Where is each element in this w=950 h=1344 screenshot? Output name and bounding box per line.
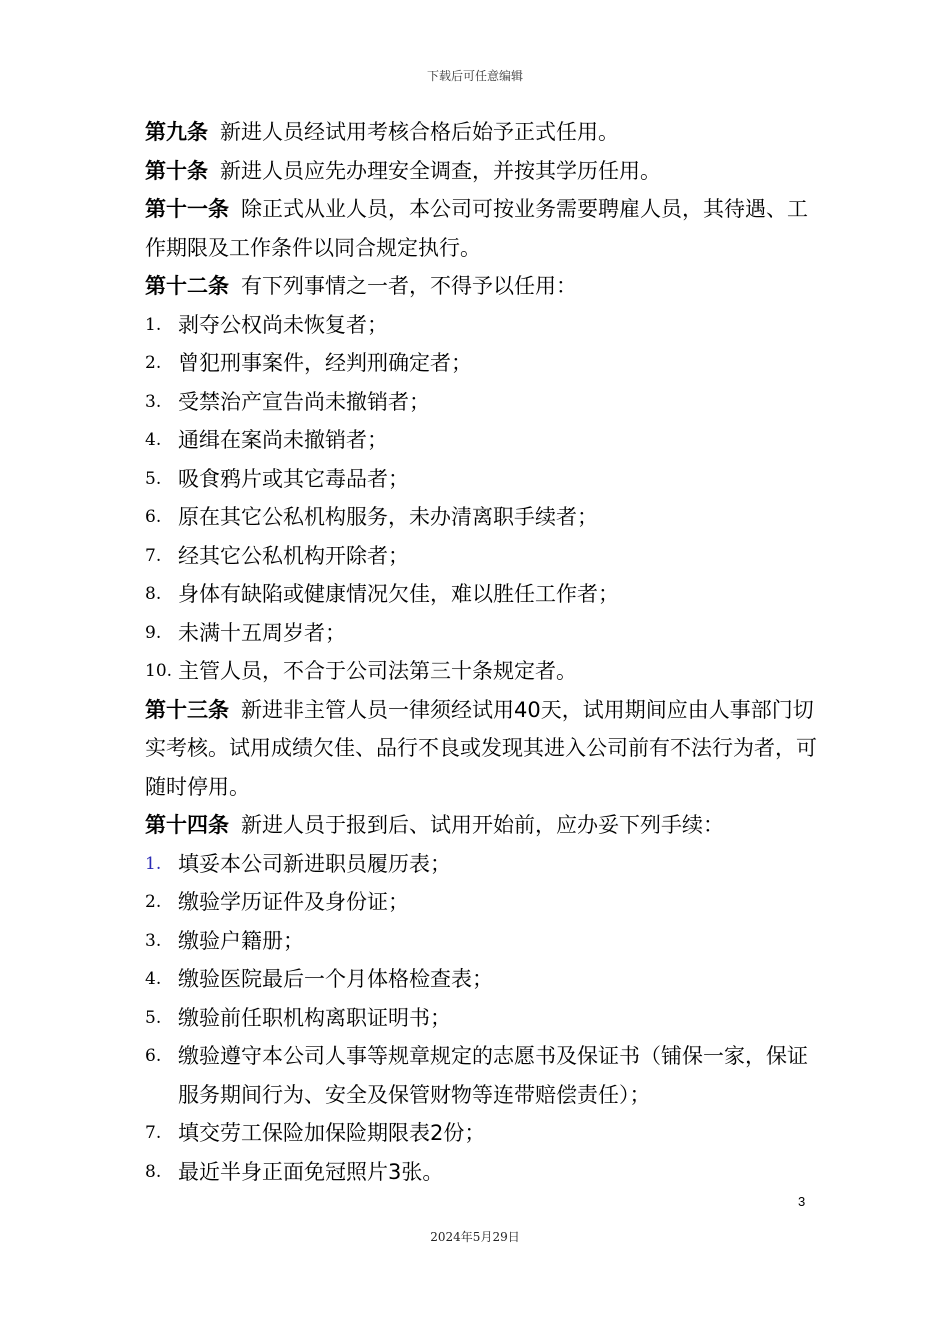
article-title: 第十条 xyxy=(145,158,208,183)
article-title: 第十四条 xyxy=(145,813,229,837)
article-text: 新进人员应先办理安全调查，并按其学历任用。 xyxy=(220,158,661,183)
list-item-text: 未满十五周岁者； xyxy=(178,620,346,645)
article-9 xyxy=(145,113,825,152)
list-item xyxy=(145,498,825,537)
list-number: 6. xyxy=(145,1046,162,1066)
list-item-text: 吸食鸦片或其它毒品者； xyxy=(178,466,409,491)
article-12 xyxy=(145,267,825,306)
list-item-text: 最近半身正面免冠照片3张。 xyxy=(178,1159,444,1184)
article-10 xyxy=(145,152,825,191)
article-11 xyxy=(145,190,825,267)
list-number: 5. xyxy=(145,1007,162,1028)
list-item-text: 曾犯刑事案件，经判刑确定者； xyxy=(178,351,472,375)
article-13 xyxy=(145,691,825,807)
list-item-text: 剥夺公权尚未恢复者； xyxy=(178,312,388,337)
list-item xyxy=(145,537,825,576)
article-title: 第十二条 xyxy=(145,274,229,298)
article-text: 新进人员于报到后、试用开始前，应办妥下列手续： xyxy=(241,813,724,837)
list-number: 9. xyxy=(145,622,162,643)
article-text: 有下列事情之一者，不得予以任用： xyxy=(241,274,577,298)
list-number: 4. xyxy=(145,430,162,450)
list-number: 2. xyxy=(145,892,162,912)
article-title: 第十一条 xyxy=(145,197,229,221)
list-item xyxy=(145,1153,825,1192)
list-number: 1. xyxy=(145,853,162,874)
article-title: 第十三条 xyxy=(145,697,229,722)
list-item xyxy=(145,845,825,884)
article-text: 除正式从业人员，本公司可按业务需要聘雇人员，其待遇、工作期限及工作条件以同合规定执行。 xyxy=(145,197,808,260)
list-item-text: 填交劳工保险加保险期限表2份； xyxy=(178,1121,486,1145)
list-item xyxy=(145,383,825,422)
document-body xyxy=(145,113,825,1191)
list-item-text: 填妥本公司新进职员履历表； xyxy=(178,851,451,876)
list-item xyxy=(145,922,825,961)
list-item xyxy=(145,460,825,499)
list-item-text: 主管人员，不合于公司法第三十条规定者。 xyxy=(178,659,577,683)
list-item-text: 经其它公私机构开除者； xyxy=(178,543,409,568)
list-item-text: 缴验户籍册； xyxy=(178,928,304,953)
list-item xyxy=(145,1114,825,1153)
article-text: 新进人员经试用考核合格后始予正式任用。 xyxy=(220,120,619,144)
list-number: 6. xyxy=(145,507,162,527)
list-item xyxy=(145,575,825,614)
list-number: 8. xyxy=(145,584,162,604)
list-number: 8. xyxy=(145,1161,162,1182)
list-item xyxy=(145,999,825,1038)
list-item-text: 原在其它公私机构服务，未办清离职手续者； xyxy=(178,505,598,529)
list-item-text: 缴验医院最后一个月体格检查表； xyxy=(178,967,493,991)
page-header: 下载后可任意编辑 xyxy=(426,69,523,83)
list-item-text: 缴验学历证件及身份证； xyxy=(178,890,409,914)
list-number: 10. xyxy=(145,661,173,681)
list-item xyxy=(145,306,825,345)
article-title: 第九条 xyxy=(145,120,208,144)
list-item-text: 受禁治产宣告尚未撤销者； xyxy=(178,389,430,414)
list-number: 2. xyxy=(145,353,162,373)
list-number: 7. xyxy=(145,545,162,566)
list-number: 7. xyxy=(145,1123,162,1143)
list-number: 1. xyxy=(145,314,162,335)
list-item-text: 缴验遵守本公司人事等规章规定的志愿书及保证书（铺保一家，保证服务期间行为、安全及保管财物等连带赔偿责任）； xyxy=(178,1044,808,1107)
article-text: 新进非主管人员一律须经试用40天，试用期间应由人事部门切实考核。试用成绩欠佳、品行不良或发现其进入公司前有不法行为者，可随时停用。 xyxy=(145,697,817,799)
list-number: 3. xyxy=(145,391,162,412)
list-number: 5. xyxy=(145,468,162,489)
list-item xyxy=(145,652,825,691)
list-item-text: 缴验前任职机构离职证明书； xyxy=(178,1005,451,1030)
list-item xyxy=(145,1037,825,1114)
list-item xyxy=(145,614,825,653)
list-item xyxy=(145,883,825,922)
page-footer-date: 2024年5月29日 xyxy=(430,1230,520,1244)
list-item xyxy=(145,421,825,460)
list-item xyxy=(145,344,825,383)
article-14 xyxy=(145,806,825,845)
list-number: 4. xyxy=(145,969,162,989)
list-item-text: 身体有缺陷或健康情况欠佳，难以胜任工作者； xyxy=(178,582,619,606)
list-number: 3. xyxy=(145,930,162,951)
list-item xyxy=(145,960,825,999)
list-item-text: 通缉在案尚未撤销者； xyxy=(178,428,388,452)
page-number: 3 xyxy=(798,1194,806,1209)
